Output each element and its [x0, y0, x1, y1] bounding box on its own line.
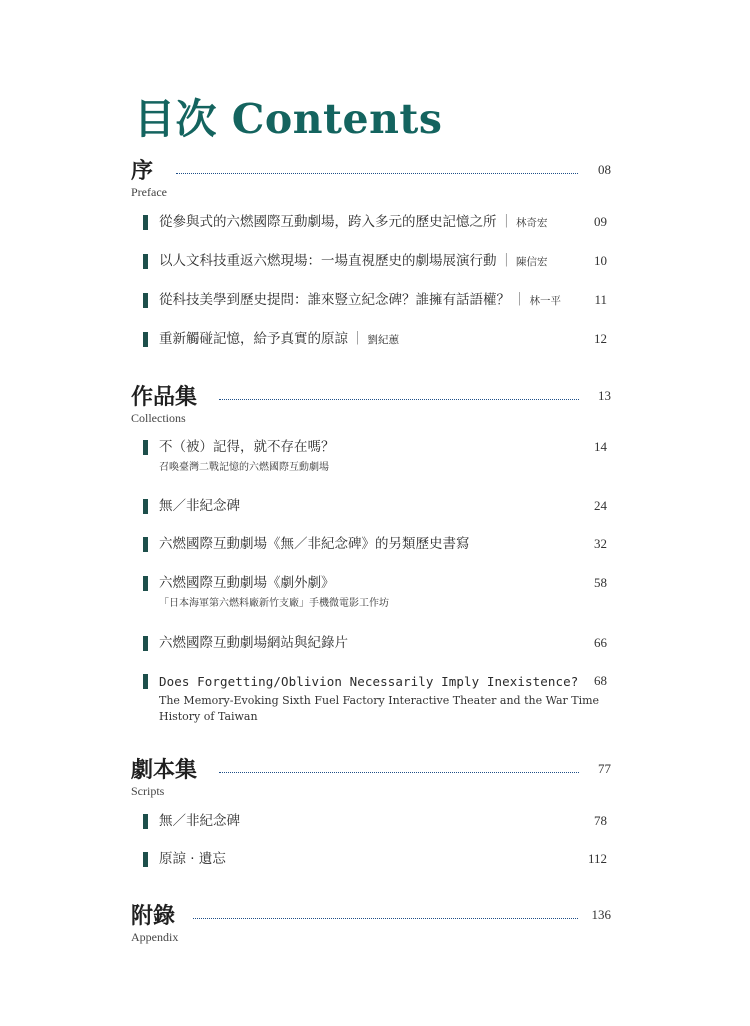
section-collections[interactable]: [131, 383, 611, 425]
section-title-zh: 序: [131, 158, 154, 184]
entry-author: 劉紀蕙: [367, 334, 399, 346]
entry-title: 六燃國際互動劇場《劇外劇》: [159, 575, 335, 591]
entry-marker: [143, 499, 148, 514]
section-title-en: Preface: [131, 185, 167, 199]
page-number: 11: [594, 292, 607, 307]
section-title-en: Appendix: [131, 930, 179, 944]
entry-marker: [143, 576, 148, 591]
page-number: 12: [594, 331, 607, 346]
entry-title: 從參與式的六燃國際互動劇場，跨入多元的歷史記憶之所 ｜ 林奇宏: [159, 214, 548, 230]
page-number: 112: [587, 851, 607, 866]
entry-author: 林奇宏: [516, 217, 548, 229]
entry-marker: [143, 440, 148, 455]
entry-title: 無／非紀念碑: [159, 813, 240, 829]
entry-marker: [143, 852, 148, 867]
entry-author: 林一平: [529, 295, 561, 307]
page-number: 08: [598, 162, 611, 177]
page-number: 58: [594, 575, 607, 590]
page-number: 66: [594, 635, 607, 650]
entry-marker: [143, 674, 148, 689]
entry-title: 從科技美學到歷史提問：誰來豎立紀念碑？誰擁有話語權？ ｜ 林一平: [159, 292, 561, 308]
page-number: 78: [594, 813, 607, 828]
entry-marker: [143, 332, 148, 347]
section-title-en: Scripts: [131, 784, 165, 798]
leader-dots: [219, 399, 579, 400]
entry-marker: [143, 537, 148, 552]
section-title-zh: 劇本集: [131, 757, 198, 783]
entry-author: 陳信宏: [516, 256, 548, 268]
page-number: 77: [598, 761, 611, 776]
page-number: 14: [594, 439, 607, 454]
entry-subtitle: The Memory-Evoking Sixth Fuel Factory Interactive Theater and the War Time: [159, 694, 600, 707]
entry-marker: [143, 293, 148, 308]
page-number: 13: [598, 388, 611, 403]
page-number: 10: [594, 253, 607, 268]
page-number: 136: [591, 907, 611, 922]
entry-title: 以人文科技重返六燃現場：一場直視歷史的劇場展演行動 ｜ 陳信宏: [159, 253, 548, 269]
entry-marker: [143, 215, 148, 230]
leader-dots: [193, 918, 578, 919]
entry-marker: [143, 814, 148, 829]
entry-title: 六燃國際互動劇場《無／非紀念碑》的另類歷史書寫: [159, 536, 470, 552]
section-title-zh: 附錄: [131, 903, 176, 929]
section-title-zh: 作品集: [131, 384, 198, 410]
entry-title: 原諒 · 遺忘: [159, 851, 226, 867]
entry-title: 不（被）記得，就不存在嗎？: [159, 439, 335, 455]
entry-marker: [143, 254, 148, 269]
section-scripts[interactable]: [131, 756, 611, 798]
entry-subtitle: 召喚臺灣二戰記憶的六燃國際互動劇場: [159, 462, 329, 473]
leader-dots: [219, 772, 579, 773]
entry-marker: [143, 636, 148, 651]
page-title: 目次 Contents: [134, 95, 443, 143]
section-appendix[interactable]: [131, 902, 611, 944]
leader-dots: [176, 173, 578, 174]
entry-title: Does Forgetting/Oblivion Necessarily Imply Inexistence?: [159, 674, 579, 689]
section-preface[interactable]: [131, 157, 611, 199]
entry-subtitle: 「日本海軍第六燃料廠新竹支廠」手機微電影工作坊: [159, 598, 389, 609]
page-number: 09: [594, 214, 607, 229]
entry-subtitle: History of Taiwan: [159, 710, 258, 723]
page-number: 68: [594, 673, 607, 688]
entry-title: 重新觸碰記憶，給予真實的原諒 ｜ 劉紀蕙: [159, 331, 399, 347]
section-title-en: Collections: [131, 411, 186, 425]
page-number: 24: [594, 498, 607, 513]
page-number: 32: [594, 536, 607, 551]
entry-title: 無／非紀念碑: [159, 498, 240, 514]
entry-title: 六燃國際互動劇場網站與紀錄片: [159, 635, 348, 651]
